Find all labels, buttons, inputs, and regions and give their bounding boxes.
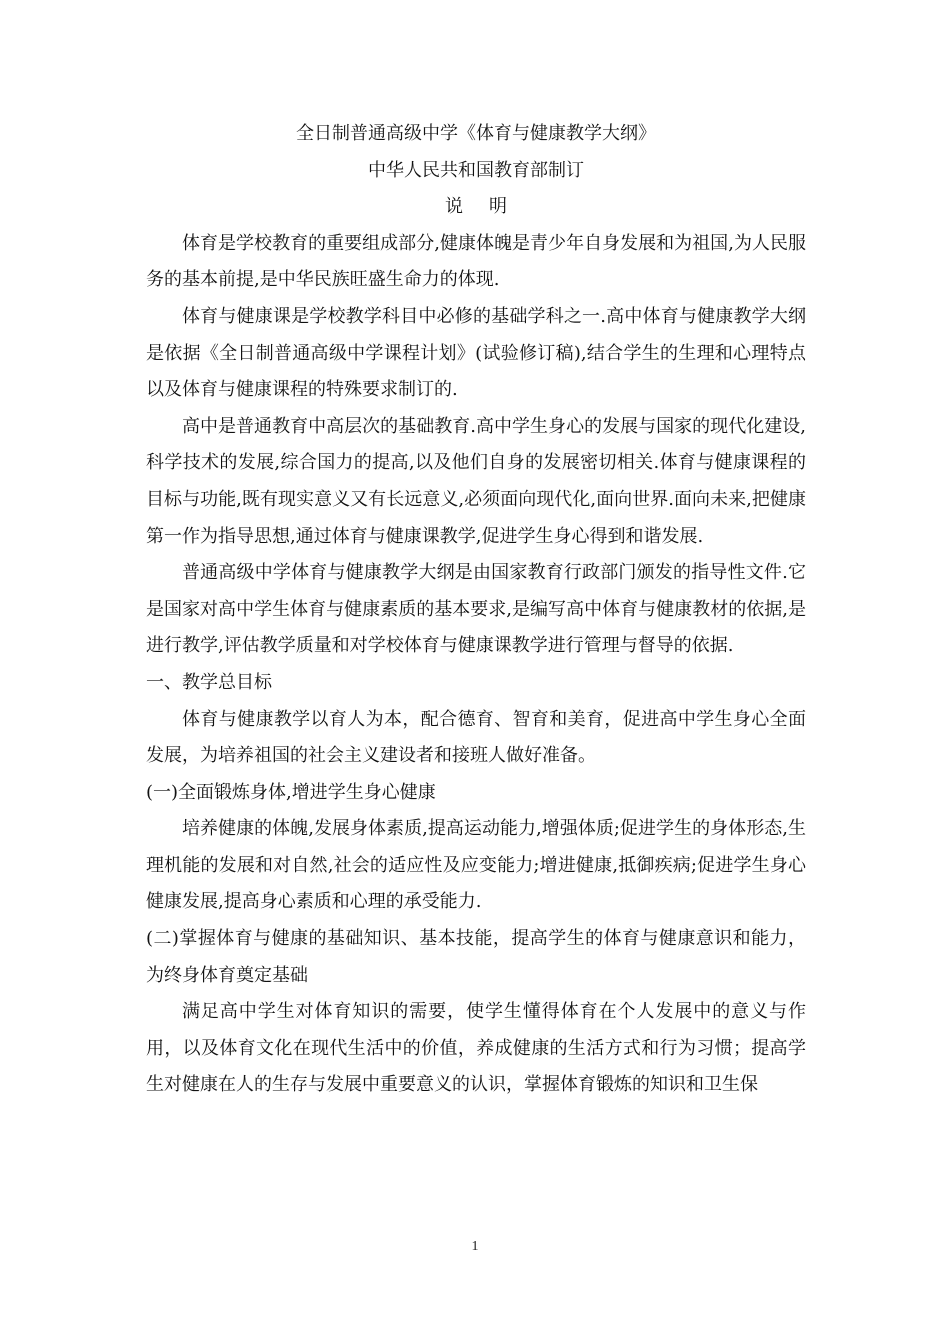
paragraph: 高中是普通教育中高层次的基础教育.高中学生身心的发展与国家的现代化建设,科学技术的发展,综合国力的提高,以及他们自身的发展密切相关.体育与健康课程的目标与功能,既有现实意义又有长远意义,必须面向现代化,面向世界.面向未来,把健康第一作为指导思想,通过体育与健康课教学,促进学生身心得到和谐发展. <box>146 415 806 547</box>
section-title-char-2: 明 <box>489 196 507 218</box>
section-title-char-1: 说 <box>445 196 463 218</box>
paragraph-goal: 体育与健康教学以育人为本，配合德育、智育和美育，促进高中学生身心全面发展，为培养祖国的社会主义建设者和接班人做好准备。 <box>146 708 806 767</box>
paragraph-goal-2: 满足高中学生对体育知识的需要，使学生懂得体育在个人发展中的意义与作用，以及体育文化在现代生活中的价值，养成健康的生活方式和行为习惯；提高学生对健康在人的生存与发展中重要意义的认识，掌握体育锻炼的知识和卫生保 <box>146 1001 806 1096</box>
heading-goal-1: (一)全面锻炼身体,增进学生身心健康 <box>146 781 436 803</box>
heading-goal-2: (二)掌握体育与健康的基础知识、基本技能，提高学生的体育与健康意识和能力，为终身体育奠定基础 <box>146 928 806 986</box>
heading-teaching-goals: 一、教学总目标 <box>146 671 272 693</box>
document-title: 全日制普通高级中学《体育与健康教学大纲》 <box>296 123 656 144</box>
document-body <box>146 116 806 1104</box>
section-title-explanation <box>146 189 806 226</box>
paragraph: 体育与健康课是学校教学科目中必修的基础学科之一.高中体育与健康教学大纲是依据《全日制普通高级中学课程计划》(试验修订稿),结合学生的生理和心理特点以及体育与健康课程的特殊要求制订的. <box>146 305 806 401</box>
paragraph: 体育是学校教育的重要组成部分,健康体魄是青少年自身发展和为祖国,为人民服务的基本前提,是中华民族旺盛生命力的体现. <box>146 232 806 291</box>
document-subtitle: 中华人民共和国教育部制订 <box>368 159 584 181</box>
paragraph-goal-1: 培养健康的体魄,发展身体素质,提高运动能力,增强体质;促进学生的身体形态,生理机能的发展和对自然,社会的适应性及应变能力;增进健康,抵御疾病;促进学生身心健康发展,提高身心素质和心理的承受能力. <box>146 818 806 913</box>
page-number: 1 <box>471 1239 479 1254</box>
paragraph: 普通高级中学体育与健康教学大纲是由国家教育行政部门颁发的指导性文件.它是国家对高中学生体育与健康素质的基本要求,是编写高中体育与健康教材的依据,是进行教学,评估教学质量和对学校体育与健康课教学进行管理与督导的依据. <box>146 562 806 657</box>
